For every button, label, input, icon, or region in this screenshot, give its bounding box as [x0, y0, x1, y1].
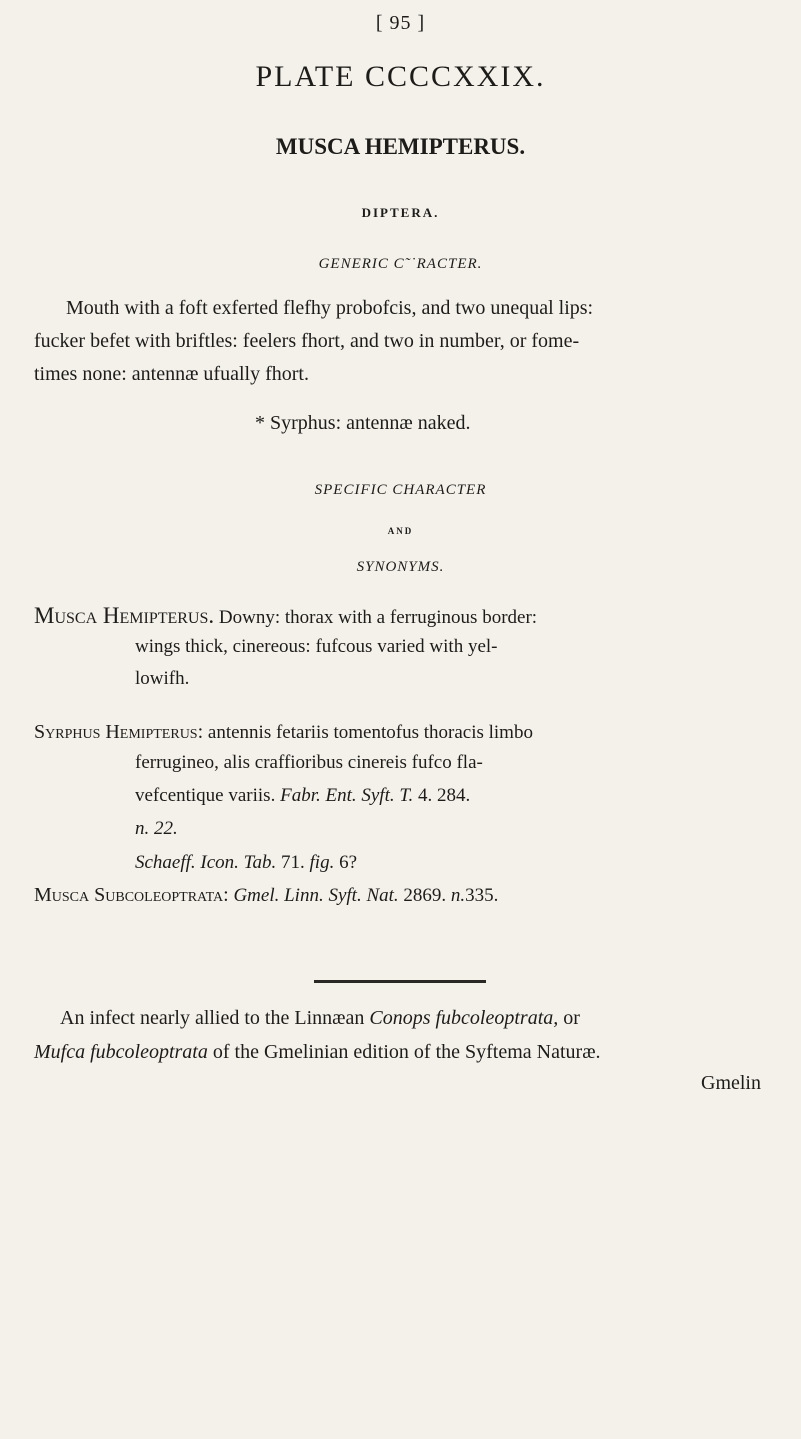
reference-citation: Gmel. Linn. Syft. Nat.	[233, 885, 399, 906]
reference-number: 4. 284.	[418, 785, 471, 806]
body-text: of the Gmelinian edition of the Syftema Naturæ.	[212, 1041, 601, 1063]
synonyms-heading: SYNONYMS.	[356, 559, 445, 575]
reference-number: 335.	[465, 885, 499, 906]
reference-number: 2869.	[403, 885, 447, 906]
synonym-description-line: wings thick, cinereous: fufcous varied with yel-	[135, 636, 498, 657]
synonym-description: vefcentique variis.	[135, 785, 276, 806]
synonym-name: Musca Subcoleoptrata:	[34, 884, 229, 906]
body-text: or	[563, 1007, 580, 1029]
generic-character-line: times none: antennæ ufually fhort.	[34, 363, 309, 385]
species-title: MUSCA HEMIPTERUS.	[275, 134, 526, 159]
synonym-name: Musca Hemipterus.	[34, 603, 215, 628]
species-name: Conops fubcoleoptrata,	[369, 1007, 559, 1029]
and-label: AND	[387, 526, 414, 536]
reference-citation: Schaeff. Icon. Tab.	[135, 852, 277, 873]
reference-number: 6?	[339, 852, 358, 873]
synonym-description-line: lowifh.	[135, 668, 190, 689]
body-text: An infect nearly allied to the Linnæan	[60, 1007, 365, 1029]
synonym-entry-musca	[34, 603, 537, 629]
plate-title: PLATE CCCCXXIX.	[255, 60, 546, 93]
species-name: Mufca fubcoleoptrata	[34, 1041, 208, 1063]
body-text-line	[34, 1041, 601, 1064]
synonym-entry-subcoleoptrata	[34, 884, 498, 907]
reference-number: n. 22.	[135, 818, 178, 839]
reference-schaeff	[135, 852, 357, 874]
section-divider	[314, 980, 486, 983]
synonym-name: Syrphus Hemipterus:	[34, 721, 204, 743]
reference-citation: Fabr. Ent. Syft. T.	[280, 785, 414, 806]
reference-number: 71.	[281, 852, 305, 873]
generic-character-line: Mouth with a foft exferted flefhy probofcis, and two unequal lips:	[66, 297, 594, 319]
reference-fig-label: fig.	[309, 852, 335, 873]
synonym-description-line	[135, 785, 470, 807]
catchword: Gmelin	[701, 1072, 761, 1094]
page-number: [ 95 ]	[375, 12, 426, 34]
order-label: DIPTERA.	[361, 205, 440, 220]
body-text-line	[60, 1007, 580, 1030]
generic-character-line: fucker befet with briftles: feelers fhort, and two in number, or fome-	[34, 330, 580, 352]
syrphus-note: * Syrphus: antennæ naked.	[255, 412, 471, 434]
synonym-description: antennis fetariis tomentofus thoracis limbo	[207, 722, 533, 743]
specific-character-heading: SPECIFIC CHARACTER	[314, 482, 487, 498]
generic-character-heading: GENERIC C˜˙RACTER.	[318, 256, 483, 272]
synonym-entry-syrphus	[34, 721, 533, 744]
synonym-description: Downy: thorax with a ferruginous border:	[218, 607, 538, 628]
synonym-description-line: ferrugineo, alis craffioribus cinereis fufco fla-	[135, 752, 483, 773]
reference-n-label: n.	[450, 885, 466, 906]
